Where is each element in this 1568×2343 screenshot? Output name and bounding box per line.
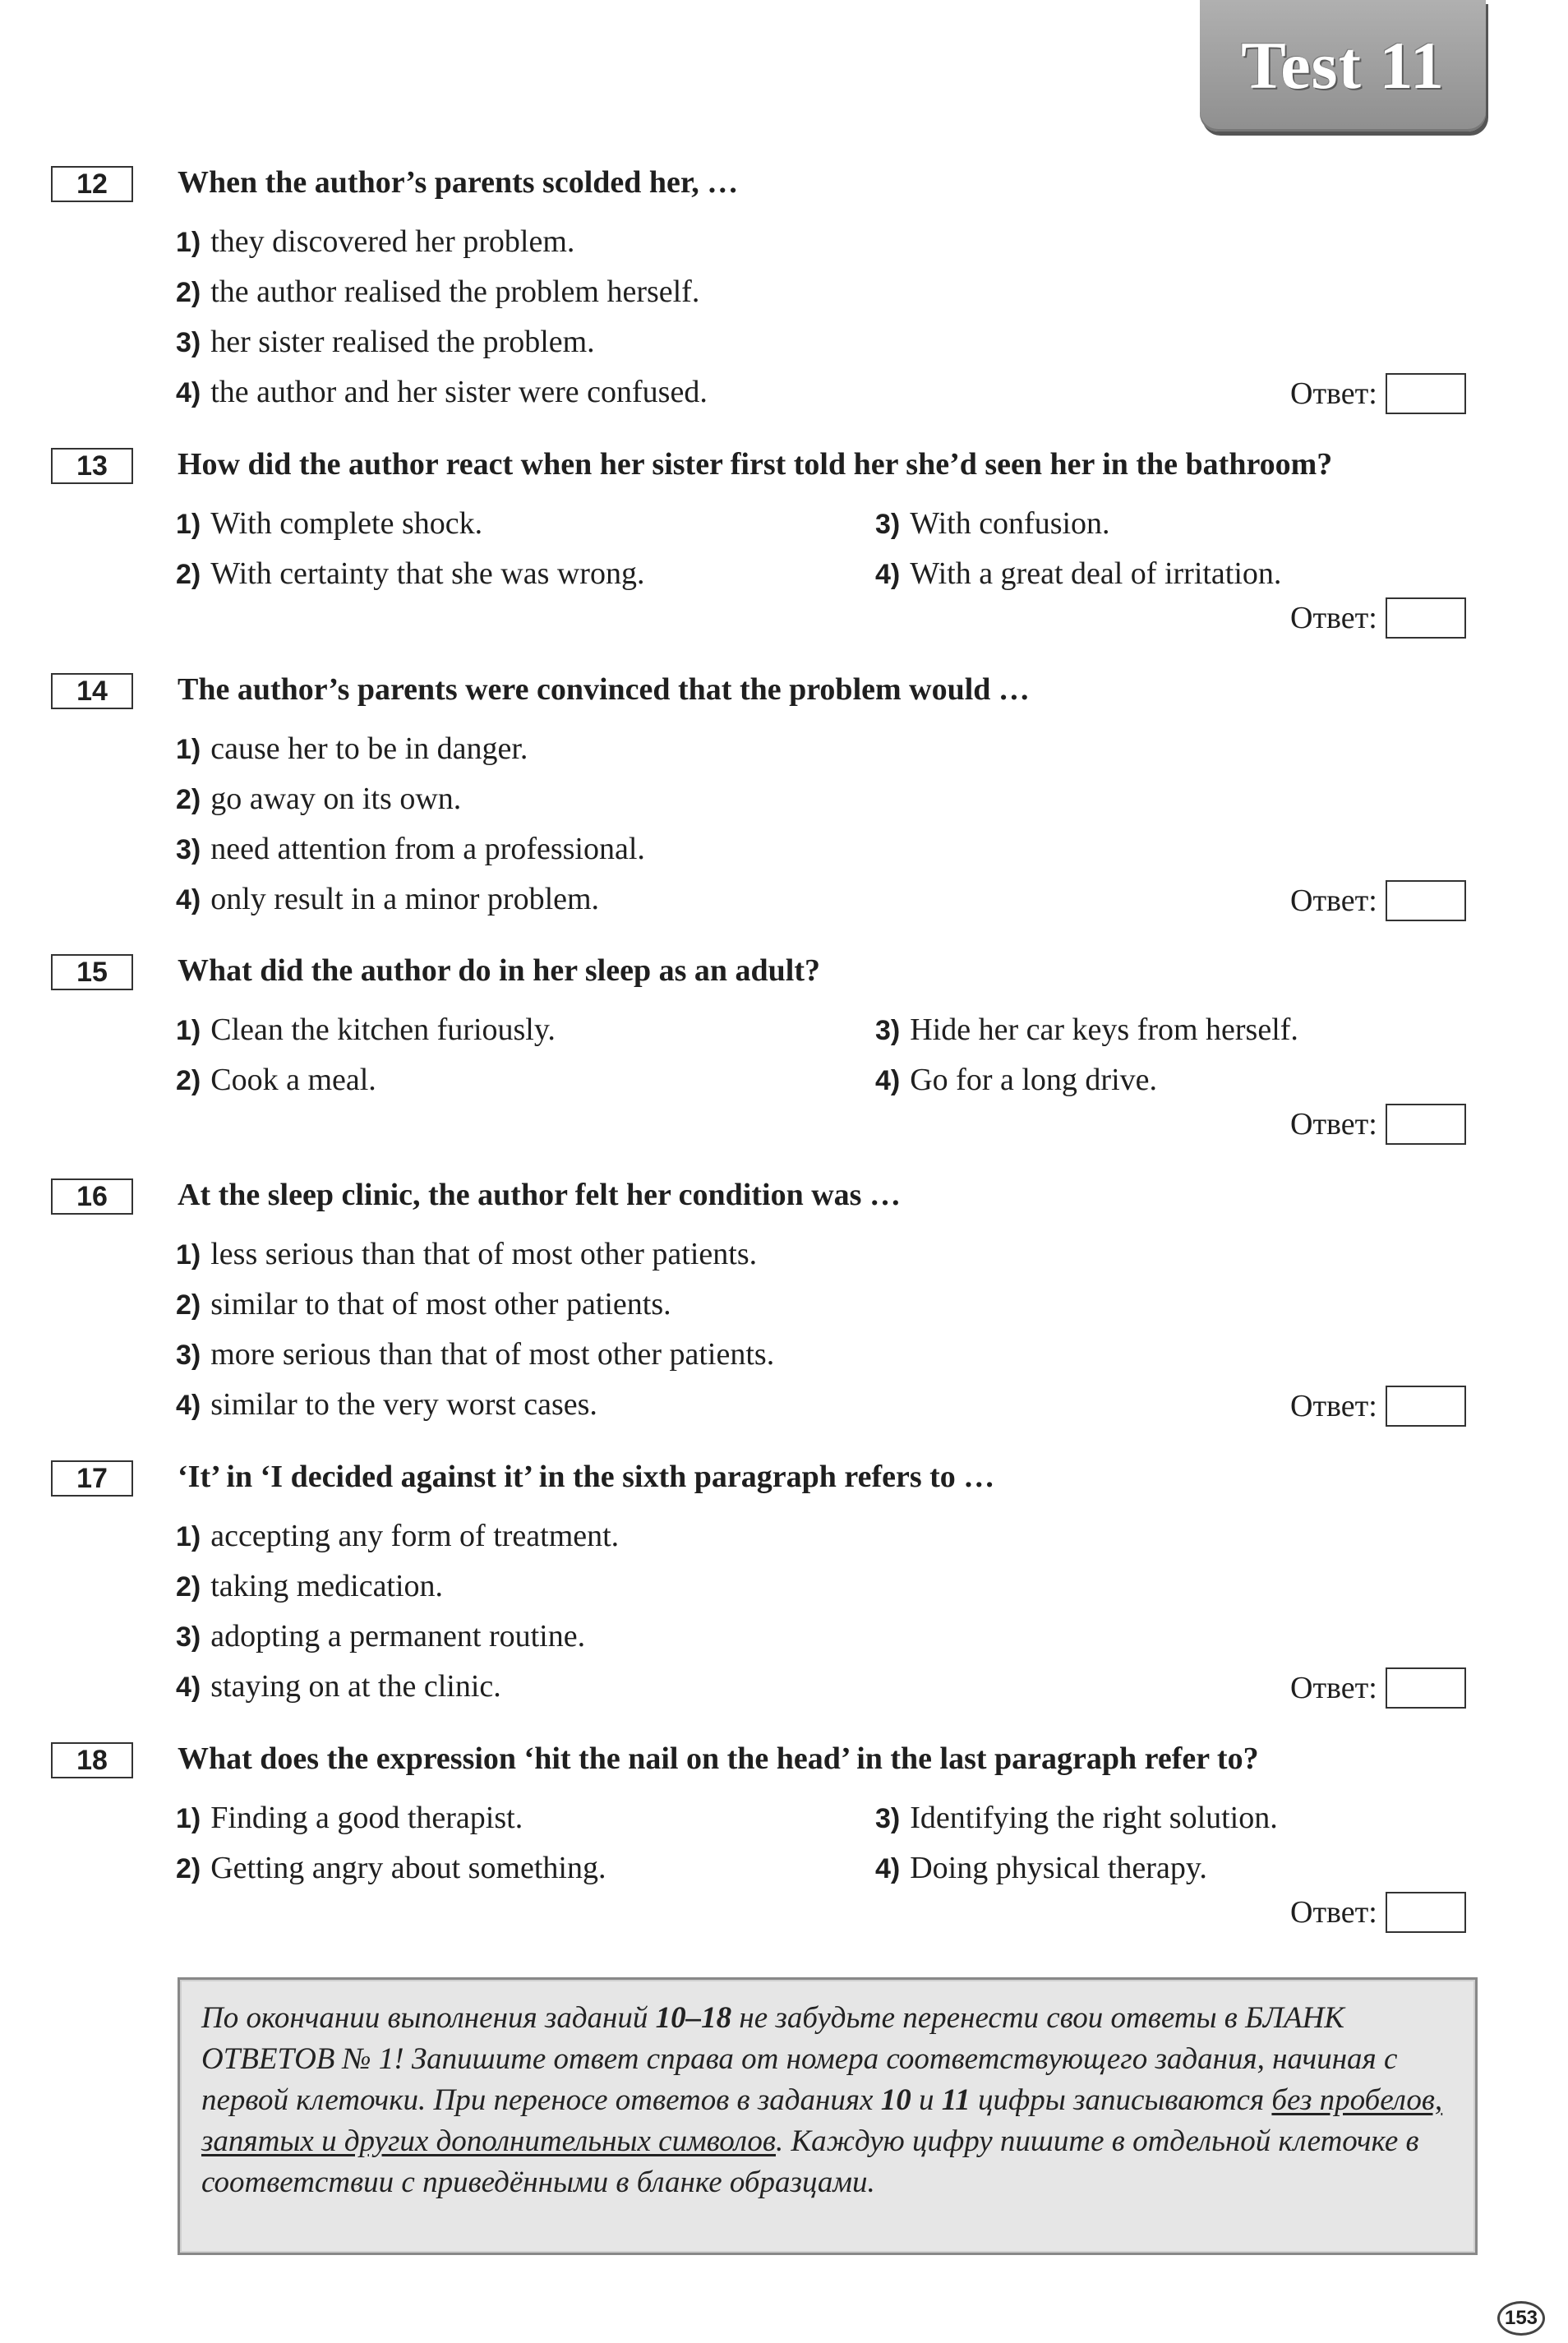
question-number: 18 [51, 1742, 133, 1778]
option-2: 2) With certainty that she was wrong. [176, 556, 645, 591]
question-text: ‘It’ in ‘I decided against it’ in the sixth paragraph refers to … [178, 1460, 995, 1494]
answer-field: Ответ: [1290, 373, 1466, 414]
question-number: 14 [51, 673, 133, 709]
option-4: 4) only result in a minor problem. [176, 882, 600, 916]
answer-box[interactable] [1386, 597, 1466, 639]
question-text: How did the author react when her sister first told her she’d seen her in the bathroom? [178, 447, 1333, 482]
test-label: Test 11 [1241, 28, 1445, 103]
question-text: What does the expression ‘hit the nail on the head’ in the last paragraph refer to? [178, 1741, 1259, 1776]
option-2: 2) similar to that of most other patients. [176, 1287, 671, 1321]
option-3: 3) Identifying the right solution. [875, 1801, 1278, 1835]
answer-box[interactable] [1386, 1386, 1466, 1427]
answer-box[interactable] [1386, 373, 1466, 414]
option-2: 2) Cook a meal. [176, 1063, 376, 1097]
option-1: 1) Clean the kitchen furiously. [176, 1012, 556, 1047]
answer-field: Ответ: [1290, 1386, 1466, 1427]
test-number-tab [1200, 0, 1486, 131]
question-number: 15 [51, 954, 133, 990]
option-4: 4) the author and her sister were confused. [176, 375, 708, 409]
option-1: 1) With complete shock. [176, 506, 483, 541]
page-number: 153 [1497, 2301, 1545, 2336]
question-text: At the sleep clinic, the author felt her condition was … [178, 1178, 901, 1212]
option-3: 3) adopting a permanent routine. [176, 1619, 586, 1653]
answer-box[interactable] [1386, 880, 1466, 921]
option-4: 4) With a great deal of irritation. [875, 556, 1282, 591]
option-4: 4) Doing physical therapy. [875, 1851, 1207, 1885]
option-2: 2) go away on its own. [176, 782, 462, 816]
answer-field: Ответ: [1290, 1892, 1466, 1933]
option-2: 2) Getting angry about something. [176, 1851, 606, 1885]
answer-field: Ответ: [1290, 880, 1466, 921]
option-4: 4) Go for a long drive. [875, 1063, 1157, 1097]
option-1: 1) accepting any form of treatment. [176, 1519, 620, 1553]
option-1: 1) they discovered her problem. [176, 224, 575, 259]
question-number: 16 [51, 1178, 133, 1215]
option-3: 3) more serious than that of most other patients. [176, 1337, 775, 1372]
option-3: 3) With confusion. [875, 506, 1110, 541]
answer-field: Ответ: [1290, 1104, 1466, 1145]
option-1: 1) Finding a good therapist. [176, 1801, 523, 1835]
option-4: 4) staying on at the clinic. [176, 1669, 501, 1704]
answer-box[interactable] [1386, 1892, 1466, 1933]
option-3: 3) her sister realised the problem. [176, 325, 595, 359]
option-1: 1) cause her to be in danger. [176, 731, 528, 766]
question-text: What did the author do in her sleep as an adult? [178, 953, 820, 988]
question-number: 12 [51, 166, 133, 202]
option-4: 4) similar to the very worst cases. [176, 1387, 597, 1422]
option-3: 3) Hide her car keys from herself. [875, 1012, 1298, 1047]
question-number: 13 [51, 448, 133, 484]
option-3: 3) need attention from a professional. [176, 832, 645, 866]
question-number: 17 [51, 1460, 133, 1497]
option-2: 2) taking medication. [176, 1569, 444, 1603]
answer-box[interactable] [1386, 1667, 1466, 1709]
option-1: 1) less serious than that of most other patients. [176, 1237, 758, 1271]
question-text: When the author’s parents scolded her, … [178, 165, 739, 200]
answer-field: Ответ: [1290, 1667, 1466, 1709]
option-2: 2) the author realised the problem herself. [176, 274, 700, 309]
answer-field: Ответ: [1290, 597, 1466, 639]
instructions-note: По окончании выполнения заданий 10–18 не забудьте перенести свои ответы в БЛАНК ОТВЕТОВ № 1! Запишите ответ справа от номера соответствующего задания, начиная с первой клеточки. При переносе ответов в заданиях 10 и 11 цифры записываются без пробелов, запятых и других дополнительных символов. Каждую цифру пишите в отдельной клеточке в соответствии с приведёнными в бланке образцами. [178, 1977, 1478, 2255]
answer-box[interactable] [1386, 1104, 1466, 1145]
question-text: The author’s parents were convinced that the problem would … [178, 672, 1030, 707]
